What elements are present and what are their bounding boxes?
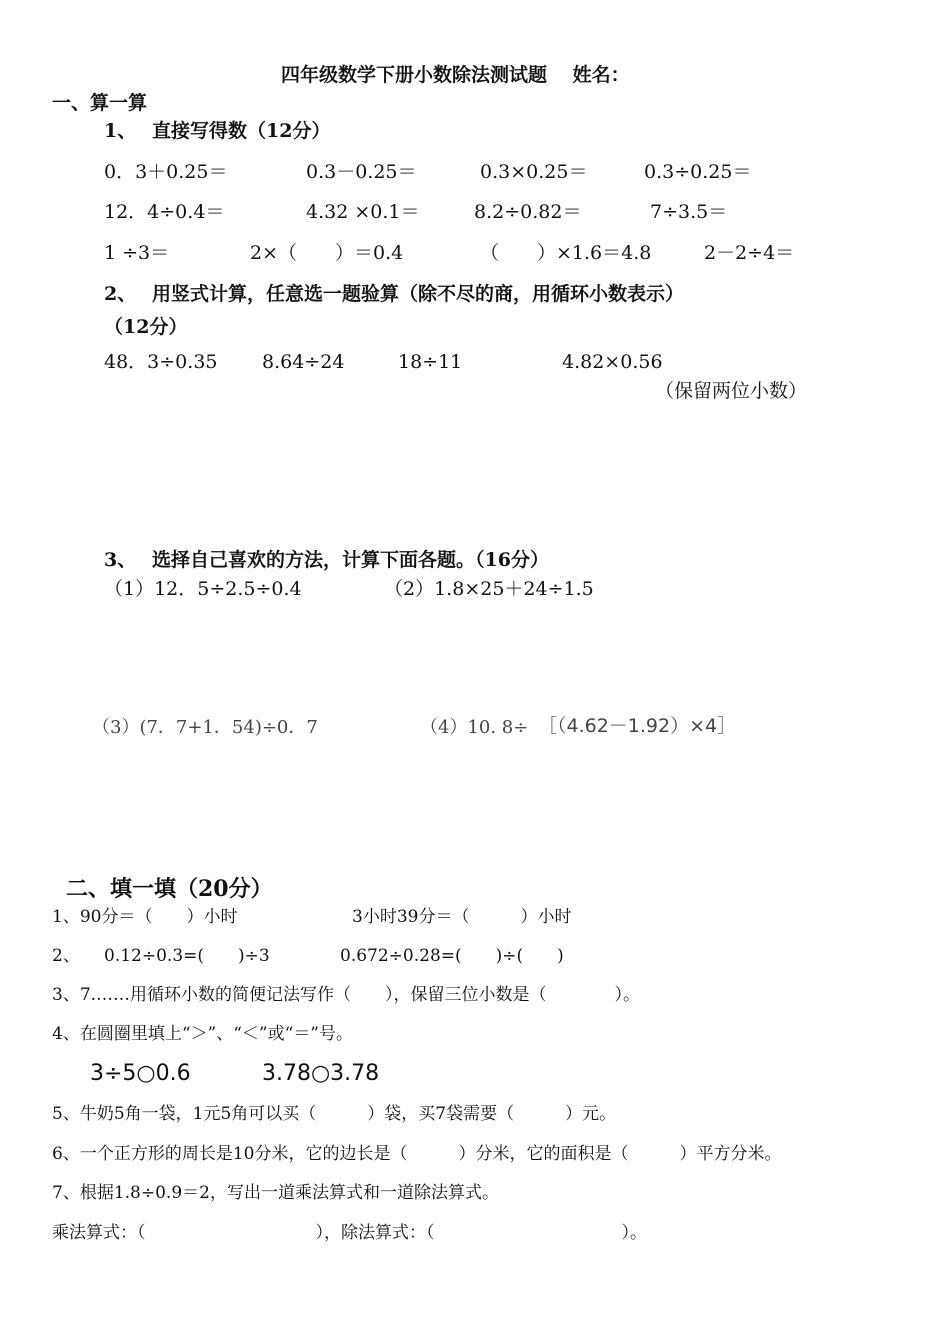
q3-item1: （1）12．5÷2.5÷0.4 — [104, 578, 302, 600]
q1-title: 直接写得数（12分） — [152, 120, 331, 142]
q3-item4-bracket: ［（4.62－1.92）×4］ — [538, 715, 737, 737]
q3-item3: （3）(7．7+1．54)÷0．7 — [92, 717, 318, 738]
section2-heading: 二、填一填（20分） — [66, 876, 273, 902]
q1-label: 1、 — [104, 120, 137, 142]
section1-heading: 一、算一算 — [52, 92, 148, 114]
q1-row2-item2: 4.32 ×0.1＝ — [306, 201, 420, 223]
q2-item1: 48．3÷0.35 — [104, 351, 218, 373]
q1-row2-item3: 8.2÷0.82＝ — [474, 201, 582, 223]
q2-score: （12分） — [104, 316, 188, 338]
q2-note: （保留两位小数） — [655, 380, 808, 402]
q1-row2-item4: 7÷3.5＝ — [650, 201, 728, 223]
q2-item3: 18÷11 — [398, 351, 463, 373]
q3-item4-prefix: （4）10. 8÷ — [420, 717, 529, 738]
q1-row1-item3: 0.3×0.25＝ — [480, 161, 588, 183]
fill-item7-answer-line: 乘法算式：（ ），除法算式：（ ）。 — [52, 1223, 647, 1243]
q1-row1-item1: 0．3＋0.25＝ — [104, 161, 228, 183]
fill-item4-compare2: 3.78○3.78 — [262, 1061, 380, 1086]
q1-row2-item1: 12．4÷0.4＝ — [104, 201, 225, 223]
q1-row3-item4: 2－2÷4＝ — [704, 242, 795, 264]
q1-row3-item3: （ ）×1.6＝4.8 — [480, 242, 652, 264]
fill-item2-label: 2、 — [52, 946, 80, 966]
fill-item7: 7、根据1.8÷0.9＝2，写出一道乘法算式和一道除法算式。 — [52, 1183, 499, 1203]
q1-row1-item2: 0.3－0.25＝ — [306, 161, 417, 183]
fill-item4: 4、在圆圈里填上“＞”、“＜”或“＝”号。 — [52, 1024, 353, 1044]
fill-item2b: 0.672÷0.28=( )÷( ) — [340, 946, 564, 966]
q2-item2: 8.64÷24 — [262, 351, 345, 373]
fill-item3: 3、7.……用循环小数的简便记法写作（ ），保留三位小数是（ ）。 — [52, 985, 641, 1005]
fill-item1b: 3小时39分＝（ ）小时 — [352, 907, 572, 927]
fill-item4-compare1: 3÷5○0.6 — [90, 1061, 191, 1086]
page-title: 四年级数学下册小数除法测试题 姓名： — [281, 64, 630, 86]
fill-item1a: 1、90分＝（ ）小时 — [52, 907, 238, 927]
q2-label: 2、 — [104, 283, 137, 305]
q3-label: 3、 — [104, 549, 137, 571]
q2-item4: 4.82×0.56 — [562, 351, 663, 373]
q3-item2: （2）1.8×25＋24÷1.5 — [384, 578, 594, 600]
q2-title: 用竖式计算，任意选一题验算（除不尽的商，用循环小数表示） — [152, 283, 685, 305]
q1-row1-item4: 0.3÷0.25＝ — [644, 161, 752, 183]
q1-row3-item2: 2×（ ）＝0.4 — [250, 242, 404, 264]
fill-item5: 5、牛奶5角一袋，1元5角可以买（ ）袋，买7袋需要（ ）元。 — [52, 1104, 617, 1124]
fill-item6: 6、一个正方形的周长是10分米，它的边长是（ ）分米，它的面积是（ ）平方分米。 — [52, 1144, 782, 1164]
fill-item2a: 0.12÷0.3=( )÷3 — [104, 946, 270, 966]
q1-row3-item1: 1 ÷3＝ — [104, 242, 170, 264]
q3-title: 选择自己喜欢的方法，计算下面各题。（16分） — [152, 549, 549, 571]
